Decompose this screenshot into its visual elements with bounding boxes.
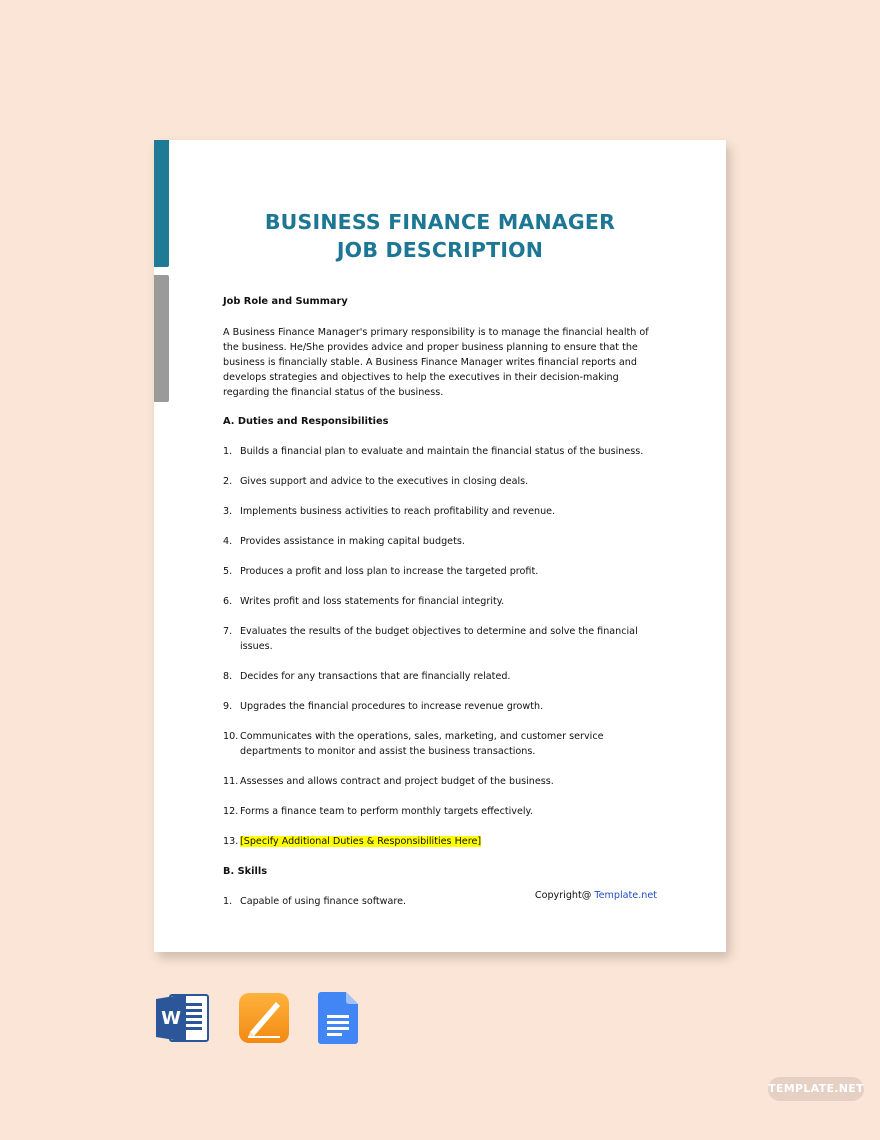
title-line-1: BUSINESS FINANCE MANAGER xyxy=(264,210,616,234)
duties-heading: A. Duties and Responsibilities xyxy=(223,416,389,427)
item-text: Communicates with the operations, sales, marketing, and customer service departments to monitor and assist the business transactions. xyxy=(240,731,604,757)
item-number: 6. xyxy=(223,596,233,607)
item-text: Assesses and allows contract and project budget of the business. xyxy=(240,776,554,787)
list-item xyxy=(223,774,659,789)
item-text: Builds a financial plan to evaluate and maintain the financial status of the business. xyxy=(240,446,644,457)
item-number: 8. xyxy=(223,671,233,682)
item-number: 1. xyxy=(223,446,233,457)
item-number: 11. xyxy=(223,776,239,787)
list-item xyxy=(223,474,659,489)
list-item xyxy=(223,534,659,549)
skills-heading: B. Skills xyxy=(223,866,268,877)
google-docs-icon[interactable] xyxy=(318,992,358,1044)
list-item xyxy=(223,729,659,759)
document-body xyxy=(223,295,659,909)
list-item xyxy=(223,594,659,609)
document-title xyxy=(154,208,726,264)
role-paragraph: A Business Finance Manager's primary responsibility is to manage the financial health of the business. He/She provides advice and proper business planning to ensure that the business is financially stable. A Business Finance Manager writes financial reports and develops strategies and objectives to help the executives in their decision-making regarding the financial status of the business. xyxy=(223,327,649,398)
microsoft-word-icon[interactable] xyxy=(156,992,210,1044)
role-heading: Job Role and Summary xyxy=(223,296,348,307)
item-text: Writes profit and loss statements for financial integrity. xyxy=(240,596,505,607)
title-line-2: JOB DESCRIPTION xyxy=(336,238,544,262)
item-number: 1. xyxy=(223,896,233,907)
item-number: 9. xyxy=(223,701,233,712)
copyright-link[interactable]: Template.net xyxy=(594,890,657,901)
item-text: Upgrades the financial procedures to increase revenue growth. xyxy=(240,701,544,712)
item-text: Gives support and advice to the executives in closing deals. xyxy=(240,476,529,487)
item-number: 3. xyxy=(223,506,233,517)
svg-text:W: W xyxy=(161,1008,181,1029)
item-text: Decides for any transactions that are financially related. xyxy=(240,671,511,682)
list-item xyxy=(223,624,659,654)
item-text: Provides assistance in making capital budgets. xyxy=(240,536,465,547)
list-item xyxy=(223,564,659,579)
accent-bar xyxy=(154,140,169,267)
item-number: 13. xyxy=(223,836,239,847)
item-number: 4. xyxy=(223,536,233,547)
list-item xyxy=(223,504,659,519)
item-number: 12. xyxy=(223,806,239,817)
item-number: 2. xyxy=(223,476,233,487)
grey-accent-bar xyxy=(154,275,169,402)
document-page xyxy=(154,140,726,952)
item-text: Forms a finance team to perform monthly targets effectively. xyxy=(240,806,533,817)
placeholder-highlight: [Specify Additional Duties & Responsibilities Here] xyxy=(240,836,482,847)
item-text: Implements business activities to reach profitability and revenue. xyxy=(240,506,556,517)
list-item xyxy=(223,699,659,714)
list-item xyxy=(223,669,659,684)
apple-pages-icon[interactable] xyxy=(238,992,290,1044)
item-number: 7. xyxy=(223,626,233,637)
item-text: Produces a profit and loss plan to increase the targeted profit. xyxy=(240,566,539,577)
template-net-badge[interactable]: TEMPLATE.NET xyxy=(768,1077,864,1101)
item-number: 5. xyxy=(223,566,233,577)
list-item xyxy=(223,834,659,849)
duties-list xyxy=(223,444,659,849)
item-text: Capable of using finance software. xyxy=(240,896,407,907)
item-number: 10. xyxy=(223,731,239,742)
copyright-label: Copyright@ xyxy=(534,890,592,901)
copyright xyxy=(535,890,657,901)
list-item xyxy=(223,444,659,459)
list-item xyxy=(223,804,659,819)
item-text: Evaluates the results of the budget objectives to determine and solve the financial issues. xyxy=(240,626,638,652)
